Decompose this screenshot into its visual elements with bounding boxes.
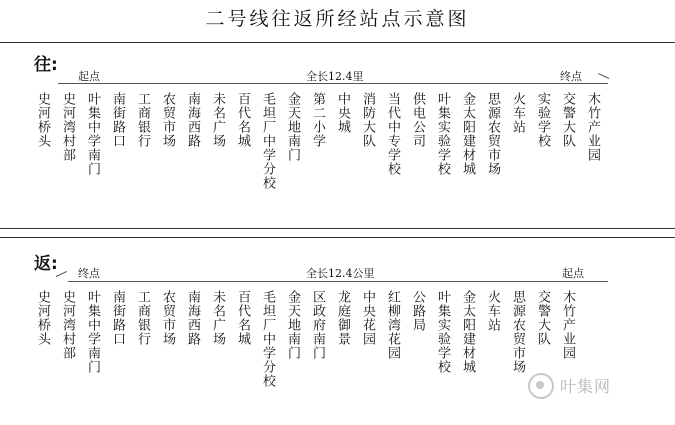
return-station: 交警大队: [535, 290, 550, 346]
outbound-station: 南街路口: [110, 92, 125, 148]
outbound-station: 工商银行: [135, 92, 150, 148]
return-end: 起点: [562, 267, 584, 280]
outbound-station: 南海西路: [185, 92, 200, 148]
return-station-list: [0, 290, 675, 425]
return-station: 史河湾村部: [60, 290, 75, 360]
return-label: 返:: [34, 254, 58, 274]
outbound-length: 全长12.4里: [306, 70, 364, 83]
page-title: 二号线往返所经站点示意图: [205, 8, 470, 30]
watermark-logo: [528, 370, 656, 404]
outbound-station: 思源农贸市场: [485, 92, 500, 176]
outbound-station: 实验学校: [535, 92, 550, 148]
outbound-station: 未名广场: [210, 92, 225, 148]
return-station: 百代名城: [235, 290, 250, 346]
return-station: 农贸市场: [160, 290, 175, 346]
divider-mid-1: [0, 228, 675, 229]
outbound-station: 百代名城: [235, 92, 250, 148]
divider-mid-2: [0, 237, 675, 238]
outbound-station: 消防大队: [360, 92, 375, 148]
outbound-station: 金太阳建材城: [460, 92, 475, 176]
outbound-start: 起点: [78, 70, 100, 83]
outbound-station: 木竹产业园: [585, 92, 600, 162]
return-route-line: [68, 281, 608, 282]
outbound-station: 供电公司: [410, 92, 425, 148]
outbound-station-list: [0, 92, 675, 227]
return-station: 火车站: [485, 290, 500, 332]
outbound-station: 史河湾村部: [60, 92, 75, 162]
outbound-station: 交警大队: [560, 92, 575, 148]
outbound-station: 第二小学: [310, 92, 325, 148]
return-station: 叶集实验学校: [435, 290, 450, 374]
outbound-station: 叶集中学南门: [85, 92, 100, 176]
return-station: 龙庭御景: [335, 290, 350, 346]
outbound-label: 往:: [34, 55, 58, 75]
return-station: 未名广场: [210, 290, 225, 346]
outbound-end: 终点: [560, 70, 582, 83]
outbound-arrow-icon: [598, 73, 609, 79]
return-station: 区政府南门: [310, 290, 325, 360]
return-station: 思源农贸市场: [510, 290, 525, 374]
return-station: 南海西路: [185, 290, 200, 346]
outbound-station: 金天地南门: [285, 92, 300, 162]
return-start: 终点: [78, 267, 100, 280]
outbound-station: 毛坦厂中学分校: [260, 92, 275, 190]
outbound-station: 农贸市场: [160, 92, 175, 148]
return-station: 工商银行: [135, 290, 150, 346]
return-station: 公路局: [410, 290, 425, 332]
outbound-route-line: [58, 83, 608, 84]
outbound-station: 叶集实验学校: [435, 92, 450, 176]
watermark-text: 叶集网: [560, 377, 612, 396]
return-station: 中央花园: [360, 290, 375, 346]
outbound-station: 史河桥头: [35, 92, 50, 148]
outbound-station: 当代中专学校: [385, 92, 400, 176]
outbound-station: 中央城: [335, 92, 350, 134]
return-station: 毛坦厂中学分校: [260, 290, 275, 388]
return-station: 木竹产业园: [560, 290, 575, 360]
return-station: 南街路口: [110, 290, 125, 346]
watermark-dot-icon: [536, 381, 544, 389]
return-station: 金天地南门: [285, 290, 300, 360]
return-station: 金太阳建材城: [460, 290, 475, 374]
return-length: 全长12.4公里: [306, 267, 375, 280]
return-station: 叶集中学南门: [85, 290, 100, 374]
outbound-station: 火车站: [510, 92, 525, 134]
divider-top: [0, 42, 675, 43]
return-station: 史河桥头: [35, 290, 50, 346]
return-station: 红柳湾花园: [385, 290, 400, 360]
